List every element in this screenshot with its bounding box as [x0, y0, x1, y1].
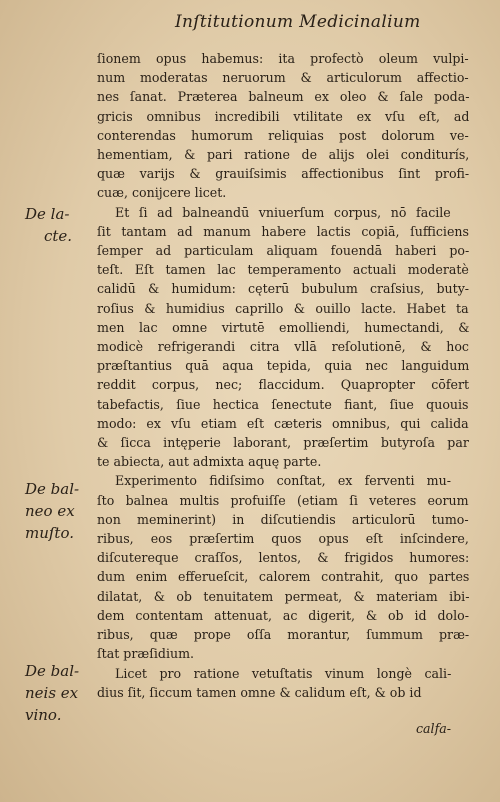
text-line: diſcutereque craſſos, lentos, & frigidos humores: [97, 550, 469, 566]
text-line: dum enim efferueſcit, calorem contrahit, quo partes [97, 569, 469, 585]
body-text [97, 49, 469, 702]
text-line: dilatat, & ob tenuitatem permeat, & materiam ibi- [97, 588, 469, 604]
text-line: conterendas humorum reliquias post dolorum ve- [97, 127, 469, 143]
text-line: num moderatas neruorum & articulorum affectio- [97, 70, 469, 86]
text-line: non meminerint) in diſcutiendis articulorū tumo- [97, 511, 469, 527]
text-line: Experimento fidiſsimo conſtat, ex ferventi mu- [115, 473, 451, 489]
text-line: teſt. Eſt tamen lac temperamento actuali moderatè [97, 262, 469, 278]
text-line: præſtantius quā aqua tepida, quia nec languidum [97, 358, 469, 374]
text-line: tabefactis, ſiue hectica ſenectute fiant, ſiue quouis [97, 396, 469, 412]
text-line: calidū & humidum: cęterū bubulum craſsius, buty- [97, 281, 469, 297]
running-header: Inſtitutionum Medicinalium [175, 12, 421, 32]
text-line: ſionem opus habemus: ita profectò oleum vulpi- [97, 51, 469, 66]
text-line: hementiam, & pari ratione de alijs olei conditurís, [97, 147, 469, 163]
text-line: dius ſit, ſiccum tamen omne & calidum eſt, & ob id [97, 684, 422, 700]
text-line: ſto balnea multis profuiſſe (etiam ſi veteres eorum [97, 492, 469, 508]
text-line: modo: ex vſu etiam eſt cæteris omnibus, qui calida [97, 415, 469, 431]
text-line: dem contentam attenuat, ac digerit, & ob id dolo- [97, 607, 469, 623]
text-line: te abiecta, aut admixta aquę parte. [97, 454, 322, 470]
text-line: ſtat præſidium. [97, 646, 195, 662]
text-line: roſius & humidius caprillo & ouillo lacte. Habet ta [97, 300, 469, 316]
text-line: Licet pro ratione vetuſtatis vinum longè cali- [115, 665, 452, 681]
text-line: ribus, quæ prope oſſa morantur, ſummum præ- [97, 627, 469, 643]
catchword: calfa- [416, 721, 452, 736]
text-line: ſit tantam ad manum habere lactis copiā, ſufficiens [97, 223, 469, 239]
text-line: men lac omne virtutē emolliendi, humectandi, & [97, 319, 469, 335]
text-line: ribus, eos præſertim quos opus eſt inſcindere, [97, 531, 469, 547]
text-line: Et ſi ad balneandū vniuerſum corpus, nō facile [115, 204, 451, 220]
text-line: cuæ, conijcere licet. [97, 185, 227, 201]
text-line: ſemper ad particulam aliquam fouendā haberi po- [97, 243, 469, 259]
text-line: modicè refrigerandi citra vllā reſolutionē, & hoc [97, 339, 469, 355]
margin-note-de-balneis-ex-vino: De bal- neis ex vino. [25, 662, 80, 724]
text-line: quæ varijs & grauiſsimis affectionibus ſint profi- [97, 166, 469, 182]
text-line: reddit corpus, nec; flaccidum. Quapropter cōfert [97, 377, 469, 393]
text-line: nes ſanat. Præterea balneum ex oleo & ſale poda- [97, 89, 469, 105]
text-line: & ſicca intęperie laborant, præſertim butyroſa par [97, 435, 469, 451]
margin-note-de-balneo-ex-musto: De bal- neo ex muſto. [25, 480, 80, 542]
margin-note-de-lacte: De la- cte. [25, 205, 73, 245]
text-line: gricis omnibus incredibili vtilitate ex vſu eſt, ad [97, 108, 469, 124]
